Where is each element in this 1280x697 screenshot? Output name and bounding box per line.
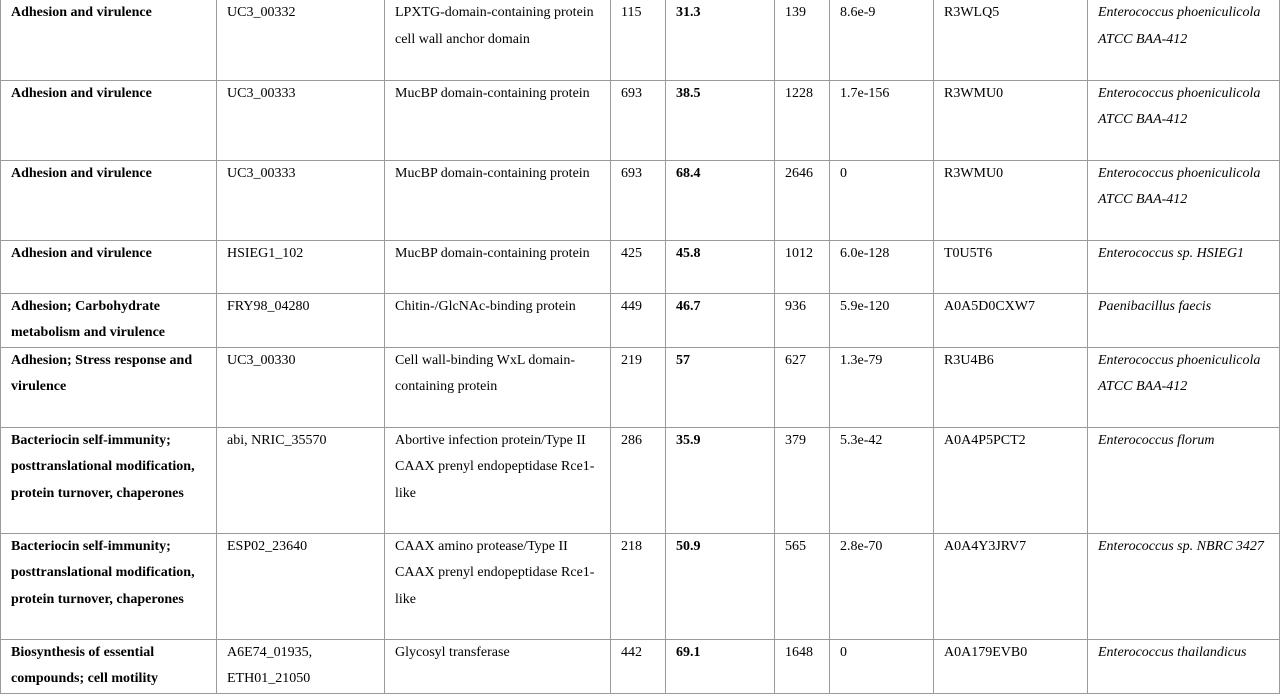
description-cell: LPXTG-domain-containing protein cell wall anchor domain bbox=[385, 0, 611, 80]
organism-cell: Enterococcus phoeniculicola ATCC BAA-412 bbox=[1088, 347, 1280, 427]
accession-cell: A0A4P5PCT2 bbox=[934, 427, 1088, 533]
identity-cell: 68.4 bbox=[666, 160, 775, 240]
table-row bbox=[1, 293, 1280, 347]
evalue-cell: 1.3e-79 bbox=[830, 347, 934, 427]
length-cell: 286 bbox=[611, 427, 666, 533]
table-row bbox=[1, 347, 1280, 427]
accession-cell: R3WLQ5 bbox=[934, 0, 1088, 80]
score-cell: 1228 bbox=[775, 80, 830, 160]
description-cell: MucBP domain-containing protein bbox=[385, 160, 611, 240]
identity-cell: 69.1 bbox=[666, 639, 775, 693]
table-row bbox=[1, 160, 1280, 240]
length-cell: 449 bbox=[611, 293, 666, 347]
category-cell: Bacteriocin self-immunity; posttranslational modification, protein turnover, chaperones bbox=[1, 427, 217, 533]
description-cell: Glycosyl transferase bbox=[385, 639, 611, 693]
accession-cell: A0A179EVB0 bbox=[934, 639, 1088, 693]
description-cell: Cell wall-binding WxL domain-containing protein bbox=[385, 347, 611, 427]
identity-cell: 50.9 bbox=[666, 533, 775, 639]
score-cell: 139 bbox=[775, 0, 830, 80]
length-cell: 219 bbox=[611, 347, 666, 427]
identity-cell: 46.7 bbox=[666, 293, 775, 347]
description-cell: CAAX amino protease/Type II CAAX prenyl endopeptidase Rce1-like bbox=[385, 533, 611, 639]
table-row bbox=[1, 80, 1280, 160]
accession-cell: R3U4B6 bbox=[934, 347, 1088, 427]
category-cell: Bacteriocin self-immunity; posttranslational modification, protein turnover, chaperones bbox=[1, 533, 217, 639]
organism-cell: Enterococcus sp. NBRC 3427 bbox=[1088, 533, 1280, 639]
locus-tag-cell: abi, NRIC_35570 bbox=[217, 427, 385, 533]
evalue-cell: 8.6e-9 bbox=[830, 0, 934, 80]
length-cell: 442 bbox=[611, 639, 666, 693]
category-cell: Adhesion; Stress response and virulence bbox=[1, 347, 217, 427]
accession-cell: R3WMU0 bbox=[934, 80, 1088, 160]
length-cell: 425 bbox=[611, 240, 666, 293]
table-row bbox=[1, 639, 1280, 693]
score-cell: 379 bbox=[775, 427, 830, 533]
locus-tag-cell: UC3_00333 bbox=[217, 160, 385, 240]
score-cell: 627 bbox=[775, 347, 830, 427]
accession-cell: A0A5D0CXW7 bbox=[934, 293, 1088, 347]
evalue-cell: 0 bbox=[830, 160, 934, 240]
identity-cell: 38.5 bbox=[666, 80, 775, 160]
evalue-cell: 0 bbox=[830, 639, 934, 693]
locus-tag-cell: HSIEG1_102 bbox=[217, 240, 385, 293]
description-cell: Chitin-/GlcNAc-binding protein bbox=[385, 293, 611, 347]
locus-tag-cell: UC3_00333 bbox=[217, 80, 385, 160]
identity-cell: 45.8 bbox=[666, 240, 775, 293]
category-cell: Biosynthesis of essential compounds; cell motility bbox=[1, 639, 217, 693]
locus-tag-cell: A6E74_01935, ETH01_21050 bbox=[217, 639, 385, 693]
table-row bbox=[1, 0, 1280, 80]
accession-cell: T0U5T6 bbox=[934, 240, 1088, 293]
evalue-cell: 1.7e-156 bbox=[830, 80, 934, 160]
organism-cell: Enterococcus florum bbox=[1088, 427, 1280, 533]
score-cell: 2646 bbox=[775, 160, 830, 240]
locus-tag-cell: UC3_00330 bbox=[217, 347, 385, 427]
score-cell: 565 bbox=[775, 533, 830, 639]
score-cell: 1012 bbox=[775, 240, 830, 293]
identity-cell: 31.3 bbox=[666, 0, 775, 80]
table-body bbox=[1, 0, 1280, 693]
identity-cell: 57 bbox=[666, 347, 775, 427]
description-cell: MucBP domain-containing protein bbox=[385, 80, 611, 160]
evalue-cell: 5.3e-42 bbox=[830, 427, 934, 533]
length-cell: 693 bbox=[611, 80, 666, 160]
score-cell: 1648 bbox=[775, 639, 830, 693]
score-cell: 936 bbox=[775, 293, 830, 347]
organism-cell: Enterococcus phoeniculicola ATCC BAA-412 bbox=[1088, 80, 1280, 160]
category-cell: Adhesion and virulence bbox=[1, 0, 217, 80]
locus-tag-cell: ESP02_23640 bbox=[217, 533, 385, 639]
locus-tag-cell: UC3_00332 bbox=[217, 0, 385, 80]
organism-cell: Paenibacillus faecis bbox=[1088, 293, 1280, 347]
category-cell: Adhesion and virulence bbox=[1, 80, 217, 160]
length-cell: 693 bbox=[611, 160, 666, 240]
evalue-cell: 5.9e-120 bbox=[830, 293, 934, 347]
accession-cell: R3WMU0 bbox=[934, 160, 1088, 240]
description-cell: MucBP domain-containing protein bbox=[385, 240, 611, 293]
organism-cell: Enterococcus phoeniculicola ATCC BAA-412 bbox=[1088, 160, 1280, 240]
category-cell: Adhesion and virulence bbox=[1, 160, 217, 240]
evalue-cell: 2.8e-70 bbox=[830, 533, 934, 639]
category-cell: Adhesion; Carbohydrate metabolism and virulence bbox=[1, 293, 217, 347]
evalue-cell: 6.0e-128 bbox=[830, 240, 934, 293]
organism-cell: Enterococcus phoeniculicola ATCC BAA-412 bbox=[1088, 0, 1280, 80]
description-cell: Abortive infection protein/Type II CAAX prenyl endopeptidase Rce1-like bbox=[385, 427, 611, 533]
organism-cell: Enterococcus sp. HSIEG1 bbox=[1088, 240, 1280, 293]
table-row bbox=[1, 240, 1280, 293]
accession-cell: A0A4Y3JRV7 bbox=[934, 533, 1088, 639]
category-cell: Adhesion and virulence bbox=[1, 240, 217, 293]
length-cell: 115 bbox=[611, 0, 666, 80]
length-cell: 218 bbox=[611, 533, 666, 639]
table-row bbox=[1, 427, 1280, 533]
identity-cell: 35.9 bbox=[666, 427, 775, 533]
organism-cell: Enterococcus thailandicus bbox=[1088, 639, 1280, 693]
locus-tag-cell: FRY98_04280 bbox=[217, 293, 385, 347]
table-row bbox=[1, 533, 1280, 639]
